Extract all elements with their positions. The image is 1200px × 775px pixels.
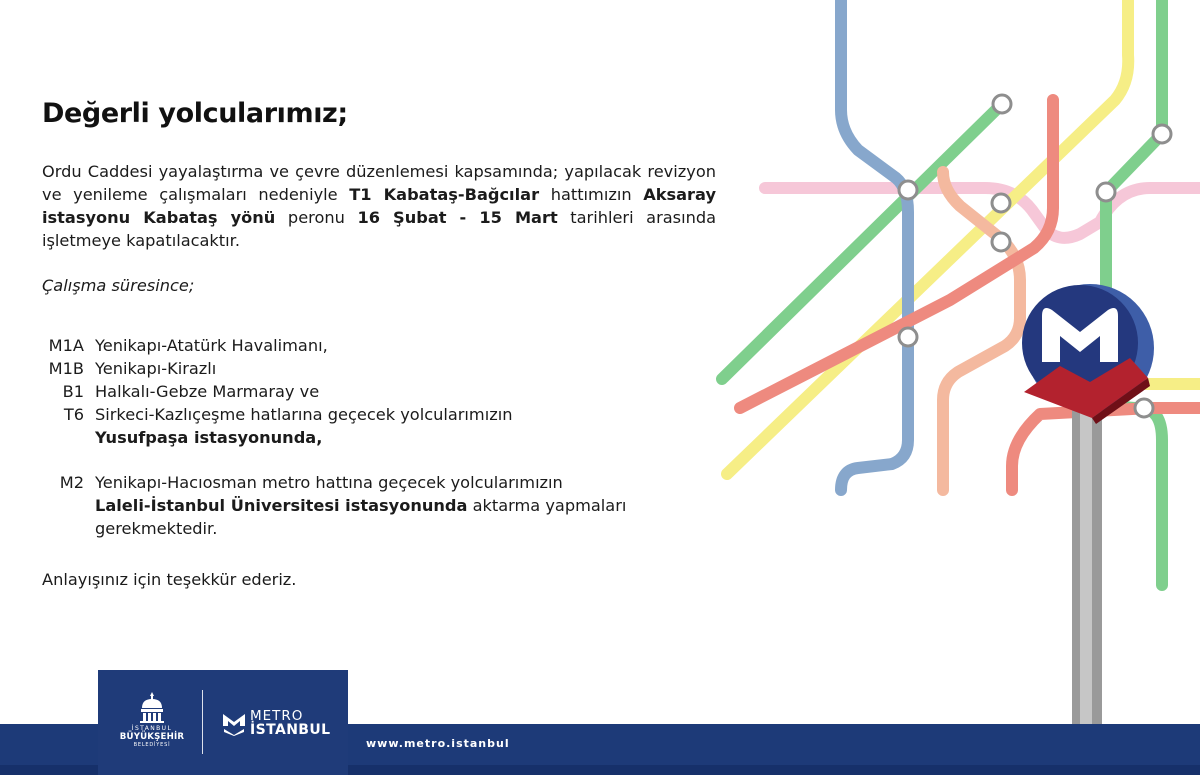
station-name: Aksaray istasyonu Kabataş yönü (42, 185, 717, 227)
ibb-logo (112, 690, 192, 748)
route-text: Yenikapı-Kirazlı (95, 359, 217, 378)
list-item (42, 403, 702, 449)
route-text: Halkalı-Gebze Marmaray ve (95, 382, 320, 401)
route-text: Yenikapı-Hacıosman metro hattına geçecek yolcularımızın Laleli-İstanbul Üniversitesi istasyonunda aktarma yapmaları gerekmektedir. (95, 473, 627, 538)
metro-istanbul-logo-icon (222, 710, 246, 736)
closure-dates: 16 Şubat - 15 Mart (357, 208, 558, 227)
route-code: M1A (48, 336, 84, 355)
metro-sign-icon (1022, 284, 1154, 748)
list-item (42, 471, 702, 540)
route-text: Sirkeci-Kazlıçeşme hatlarına geçecek yolcularımızın Yusufpaşa istasyonunda, (95, 405, 513, 447)
ibb-logo-icon (137, 690, 167, 724)
ibb-logo-line2: BÜYÜKŞEHİR (119, 732, 185, 742)
list-item (42, 380, 702, 403)
route-code: M2 (59, 473, 84, 492)
transfer-station: Laleli-İstanbul Üniversitesi istasyonunda (95, 496, 468, 515)
ibb-logo-line3: BELEDİYESİ (133, 742, 171, 748)
route-code: M1B (48, 359, 84, 378)
route-code: B1 (62, 382, 84, 401)
thanks-text: Anlayışınız için teşekkür ederiz. (42, 570, 297, 589)
list-item (42, 357, 702, 380)
notice-heading: Değerli yolcularımız; (42, 98, 348, 129)
transfer-list (42, 334, 702, 540)
during-works-label: Çalışma süresince; (42, 276, 195, 295)
ibb-logo-line1: İSTANBUL (131, 725, 173, 732)
website-link[interactable]: www.metro.istanbul (366, 737, 510, 750)
logo-divider (202, 690, 203, 754)
line-name: T1 Kabataş-Bağcılar (349, 185, 540, 204)
metro-logo-word2: İSTANBUL (250, 722, 331, 738)
metro-logo-word1: METRO (250, 708, 304, 724)
transfer-station: Yusufpaşa istasyonunda, (95, 428, 323, 447)
notice-intro: Ordu Caddesi yayalaştırma ve çevre düzenlemesi kapsamında; yapılacak revizyon ve yenileme çalışmaları nedeniyle T1 Kabataş-Bağcılar hattımızın Aksaray istasyonu Kabataş yönü peronu 16 Şubat - 15 Mart tarihleri arasında işletmeye kapatılacaktır. (42, 162, 717, 250)
list-item (42, 334, 702, 357)
route-code: T6 (63, 405, 84, 424)
route-text: Yenikapı-Atatürk Havalimanı, (95, 336, 328, 355)
logo-panel (98, 670, 348, 775)
